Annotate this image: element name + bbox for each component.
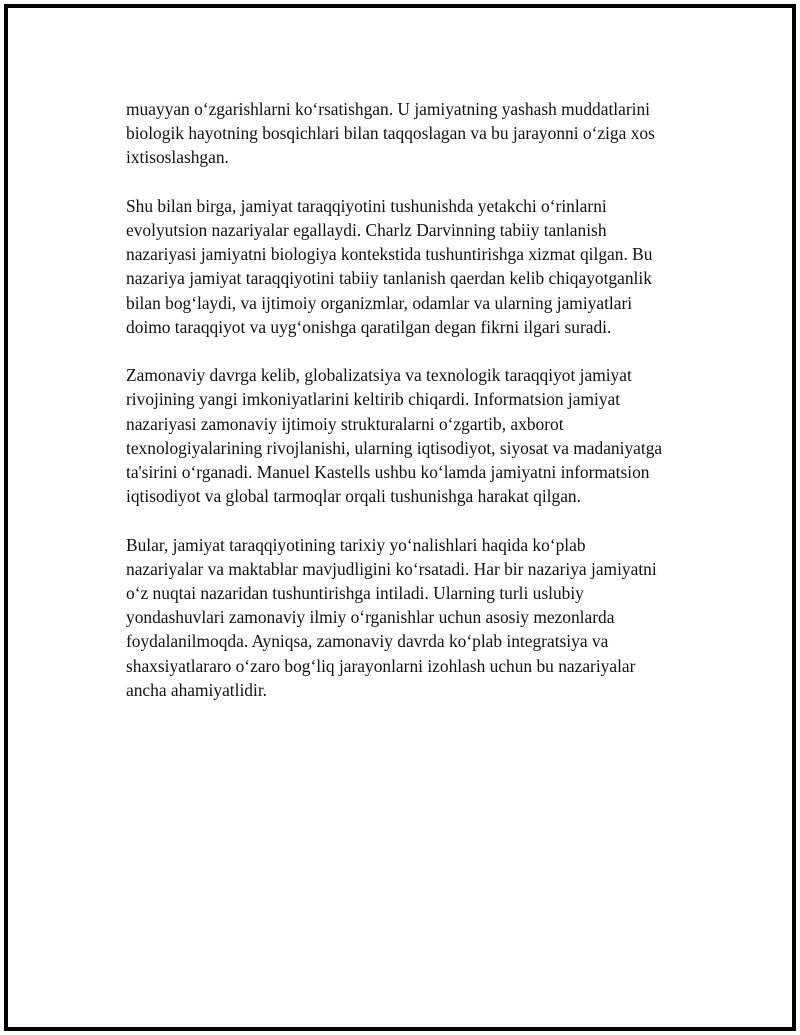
document-body (126, 97, 706, 726)
paragraph-4: Bular, jamiyat taraqqiyotining tarixiy yo‘nalishlari haqida ko‘plab nazariyalar va maktablar mavjudligini ko‘rsatadi. Har bir nazariya jamiyatni o‘z nuqtai nazaridan tushuntirishga intiladi. Ularning turli uslubiy yondashuvlari zamonaviy ilmiy o‘rganishlar uchun asosiy mezonlarda foydalanilmoqda. Ayniqsa, zamonaviy davrda ko‘plab integratsiya va shaxsiyatlararo o‘zaro bog‘liq jarayonlarni izohlash uchun bu nazariyalar ancha ahamiyatlidir. (126, 534, 657, 700)
paragraph-2: Shu bilan birga, jamiyat taraqqiyotini tushunishda yetakchi o‘rinlarni evolyutsion nazariyalar egallaydi. Charlz Darvinning tabiiy tanlanish nazariyasi jamiyatni biologiya kontekstida tushuntirishga xizmat qilgan. Bu nazariya jamiyat taraqqiyotini tabiiy tanlanish qaerdan kelib chiqayotganlik bilan bog‘laydi, va ijtimoiy organizmlar, odamlar va ularning jamiyatlari doimo taraqqiyot va uyg‘onishga qaratilgan degan fikrni ilgari suradi. (126, 195, 653, 337)
paragraph-1: muayyan o‘zgarishlarni ko‘rsatishgan. U jamiyatning yashash muddatlarini biologik hayotning bosqichlari bilan taqqoslagan va bu jarayonni o‘ziga xos ixtisoslashgan. (126, 99, 655, 168)
paragraph-3: Zamonaviy davrga kelib, globalizatsiya va texnologik taraqqiyot jamiyat rivojining yangi imkoniyatlarini keltirib chiqardi. Informatsion jamiyat nazariyasi zamonaviy ijtimoiy strukturalarni o‘zgartib, axborot texnologiyalarining rivojlanishi, ularning iqtisodiyot, siyosat va madaniyatga ta'sirini o‘rganadi. Manuel Kastells ushbu ko‘lamda jamiyatni informatsion iqtisodiyot va global tarmoqlar orqali tushunishga harakat qilgan. (126, 365, 663, 507)
page-frame (4, 4, 796, 1031)
